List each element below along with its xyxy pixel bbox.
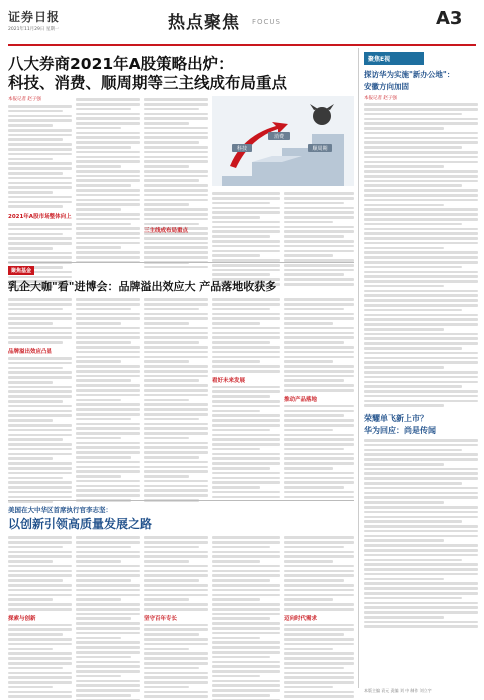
staircase-illustration [212,96,354,186]
middle-headline: 乳企大咖"看"进博会：品牌溢出效应大 产品落地收获多 [8,280,277,293]
middle-tag: 聚焦基金 [8,266,34,275]
lead-headline-2: 科技、消费、顺周期等三主线成布局重点 [8,74,288,92]
lead-column-5 [284,190,354,288]
middle-column-5 [284,296,354,500]
lead-subhead-1: 2021年A股市场整体向上 [8,214,72,220]
middle-subhead-3: 推动产品落地 [284,396,318,403]
middle-column-3 [144,296,208,504]
section-title: 热点聚焦 [168,13,240,33]
sidebar-bottom-title-2: 华为回应：尚是传闻 [364,426,436,435]
middle-subhead-2: 看好未来发展 [212,377,246,384]
lead-column-2 [76,96,140,266]
masthead-rule [8,44,476,46]
lead-column-1 [8,96,72,290]
sidebar-title-2: 安徽方向加固 [364,82,409,91]
illustration-word-1: 科技 [236,146,248,152]
bottom-column-2 [76,534,140,700]
lead-column-4 [212,190,280,288]
sidebar-divider [358,48,359,688]
middle-subhead-1: 品牌溢出效应凸显 [8,348,53,355]
bottom-subhead-2: 坚守百年专长 [144,615,178,622]
sidebar-bottom-title-1: 荣耀单飞新上市？ [364,414,428,423]
page-number: A3 [436,8,463,29]
masthead [8,6,478,42]
lead-column-6 [144,226,208,270]
middle-divider [8,262,354,263]
sidebar [364,52,478,692]
section-en: FOCUS [252,18,281,26]
sidebar-title-1: 探访华为实施"新办公地"： [364,70,455,79]
lead-headline-1: 八大券商2021年A股策略出炉： [8,55,234,73]
middle-column-4 [212,296,280,500]
illustration-word-3: 顺周期 [312,146,328,152]
bottom-column-1 [8,534,72,700]
lead-subhead-2: 三主线成布局重点 [144,228,189,234]
sidebar-tag: 聚焦E视 [364,52,424,65]
bottom-kicker: 美国在大中华区首席执行官李志坚： [8,506,112,514]
lead-byline: 本报记者 赵子强 [8,97,41,102]
sidebar-byline: 本报记者 赵子强 [364,96,397,101]
sidebar-footer: 本版主编 袁元 责编 刘 中 制作 刘立宇 [364,688,432,693]
bottom-divider [8,500,354,501]
bull-icon [313,107,331,125]
bottom-headline: 以创新引领高质量发展之路 [8,517,153,531]
bottom-column-4 [212,534,280,700]
lead-illustration [212,96,354,186]
illustration-word-2: 消费 [273,134,285,140]
bottom-subhead-3: 迈向时代需求 [284,615,318,622]
masthead-date: 2021年11月29日 星期一 [8,27,60,32]
bottom-column-5 [284,534,354,700]
bottom-column-3 [144,534,208,700]
middle-column-1 [8,296,72,505]
bottom-subhead-1: 探索与创新 [8,615,36,622]
masthead-logo: 证券日报 [8,10,61,24]
middle-column-2 [76,296,140,504]
